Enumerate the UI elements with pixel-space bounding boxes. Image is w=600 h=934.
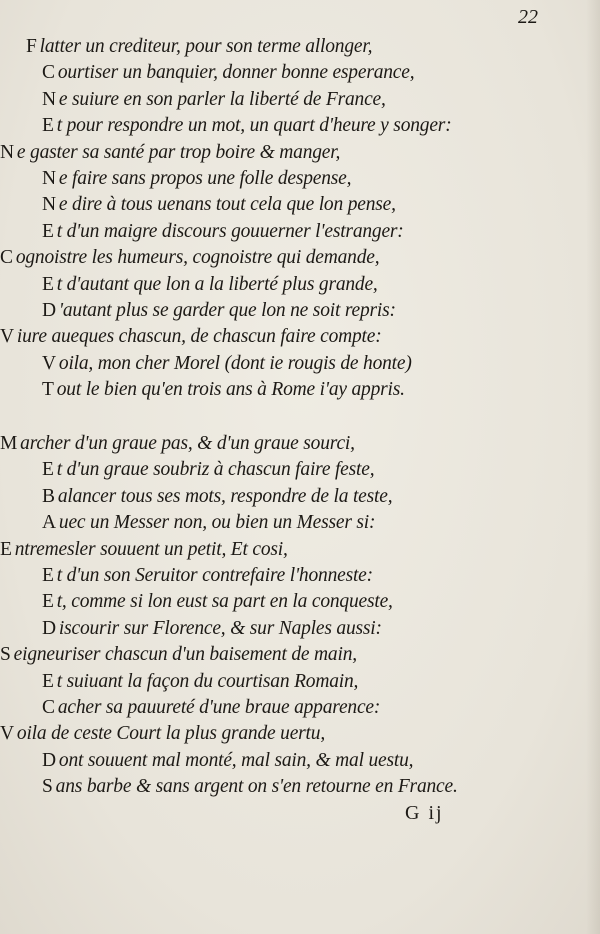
verse-text: ont souuent mal monté, mal sain, & mal uestu, bbox=[58, 749, 414, 771]
verse-line bbox=[0, 695, 560, 721]
sonnet-stanza-1 bbox=[0, 34, 560, 403]
verse-line bbox=[0, 431, 560, 457]
verse-text: t suiuant la façon du courtisan Romain, bbox=[56, 670, 359, 692]
verse-line bbox=[0, 563, 560, 589]
verse-text: iure aueques chascun, de chascun faire compte: bbox=[16, 326, 382, 348]
verse-line bbox=[0, 537, 560, 563]
verse-text: t d'un son Seruitor contrefaire l'honneste: bbox=[56, 564, 373, 586]
verse-initial: E bbox=[42, 115, 54, 137]
verse-initial: E bbox=[42, 220, 54, 242]
verse-initial: E bbox=[42, 670, 54, 692]
verse-initial: E bbox=[0, 538, 12, 560]
verse-initial: E bbox=[42, 273, 54, 295]
verse-initial: V bbox=[42, 352, 56, 374]
verse-line bbox=[0, 748, 560, 774]
verse-initial: S bbox=[42, 776, 53, 798]
verse-line bbox=[0, 616, 560, 642]
verse-line bbox=[0, 60, 560, 86]
page-number: 22 bbox=[518, 6, 538, 28]
verse-text: t d'un maigre discours gouuerner l'estranger: bbox=[56, 220, 404, 242]
verse-line bbox=[0, 377, 560, 403]
verse-initial: S bbox=[0, 644, 11, 666]
verse-line bbox=[0, 113, 560, 139]
verse-text: out le bien qu'en trois ans à Rome i'ay appris. bbox=[56, 379, 405, 401]
verse-text: archer d'un graue pas, & d'un graue sourci, bbox=[20, 433, 355, 454]
verse-line bbox=[0, 457, 560, 483]
verse-initial: N bbox=[0, 141, 14, 163]
verse-line bbox=[0, 219, 560, 245]
verse-text: t d'un graue soubriz à chascun faire feste, bbox=[56, 459, 375, 481]
verse-text: oila, mon cher Morel (dont ie rougis de honte) bbox=[58, 352, 412, 374]
verse-line bbox=[0, 484, 560, 510]
verse-initial: F bbox=[26, 36, 37, 57]
verse-initial: M bbox=[0, 433, 18, 454]
verse-line bbox=[0, 34, 560, 60]
verse-initial: N bbox=[42, 194, 56, 216]
verse-initial: N bbox=[42, 167, 56, 189]
verse-line bbox=[0, 166, 560, 192]
verse-text: 'autant plus se garder que lon ne soit repris: bbox=[58, 299, 396, 321]
verse-text: iscourir sur Florence, & sur Naples aussi: bbox=[58, 617, 382, 639]
verse-line bbox=[0, 589, 560, 615]
verse-text: ntremesler souuent un petit, Et cosi, bbox=[14, 538, 288, 560]
verse-initial: E bbox=[42, 591, 54, 613]
verse-initial: A bbox=[42, 512, 56, 534]
verse-initial: V bbox=[0, 326, 14, 348]
page-edge-shadow bbox=[586, 0, 600, 934]
verse-line bbox=[0, 774, 560, 800]
verse-text: e suiure en son parler la liberté de France, bbox=[58, 88, 386, 110]
verse-line bbox=[0, 669, 560, 695]
verse-initial: N bbox=[42, 88, 56, 110]
verse-text: latter un crediteur, pour son terme allonger, bbox=[39, 36, 373, 57]
verse-line bbox=[0, 510, 560, 536]
verse-initial: C bbox=[0, 247, 13, 269]
verse-line bbox=[0, 351, 560, 377]
verse-text: t, comme si lon eust sa part en la conqueste, bbox=[56, 591, 393, 613]
verse-text: ognoistre les humeurs, cognoistre qui demande, bbox=[15, 247, 380, 269]
verse-text: oila de ceste Court la plus grande uertu, bbox=[16, 723, 325, 745]
verse-initial: V bbox=[0, 723, 14, 745]
verse-line bbox=[0, 87, 560, 113]
verse-initial: D bbox=[42, 617, 56, 639]
verse-text: alancer tous ses mots, respondre de la teste, bbox=[57, 485, 393, 507]
verse-line bbox=[0, 140, 560, 166]
verse-line bbox=[0, 245, 560, 271]
verse-text: acher sa pauureté d'une braue apparence: bbox=[57, 696, 381, 718]
verse-line bbox=[0, 272, 560, 298]
verse-text: t pour respondre un mot, un quart d'heure y songer: bbox=[56, 115, 452, 137]
verse-line bbox=[0, 324, 560, 350]
verse-initial: D bbox=[42, 299, 56, 321]
verse-text: eigneuriser chascun d'un baisement de main, bbox=[13, 644, 357, 666]
verse-line bbox=[0, 721, 560, 747]
verse-line bbox=[0, 642, 560, 668]
verse-text: e dire à tous uenans tout cela que lon pense, bbox=[58, 194, 396, 216]
verse-text: t d'autant que lon a la liberté plus grande, bbox=[56, 273, 378, 295]
verse-initial: D bbox=[42, 749, 56, 771]
verse-initial: C bbox=[42, 696, 55, 718]
verse-initial: T bbox=[42, 379, 54, 401]
verse-line bbox=[0, 298, 560, 324]
verse-initial: B bbox=[42, 485, 55, 507]
verse-initial: E bbox=[42, 459, 54, 481]
verse-line bbox=[0, 192, 560, 218]
verse-text: uec un Messer non, ou bien un Messer si: bbox=[58, 512, 376, 534]
verse-text: ans barbe & sans argent on s'en retourne en France. bbox=[55, 776, 458, 798]
verse-text: e faire sans propos une folle despense, bbox=[58, 167, 352, 189]
signature-mark: G ij bbox=[405, 802, 444, 824]
sonnet-stanza-2 bbox=[0, 431, 560, 800]
verse-initial: C bbox=[42, 62, 55, 84]
verse-initial: E bbox=[42, 564, 54, 586]
verse-text: ourtiser un banquier, donner bonne esperance, bbox=[57, 62, 415, 84]
verse-text: e gaster sa santé par trop boire & manger, bbox=[16, 141, 341, 163]
